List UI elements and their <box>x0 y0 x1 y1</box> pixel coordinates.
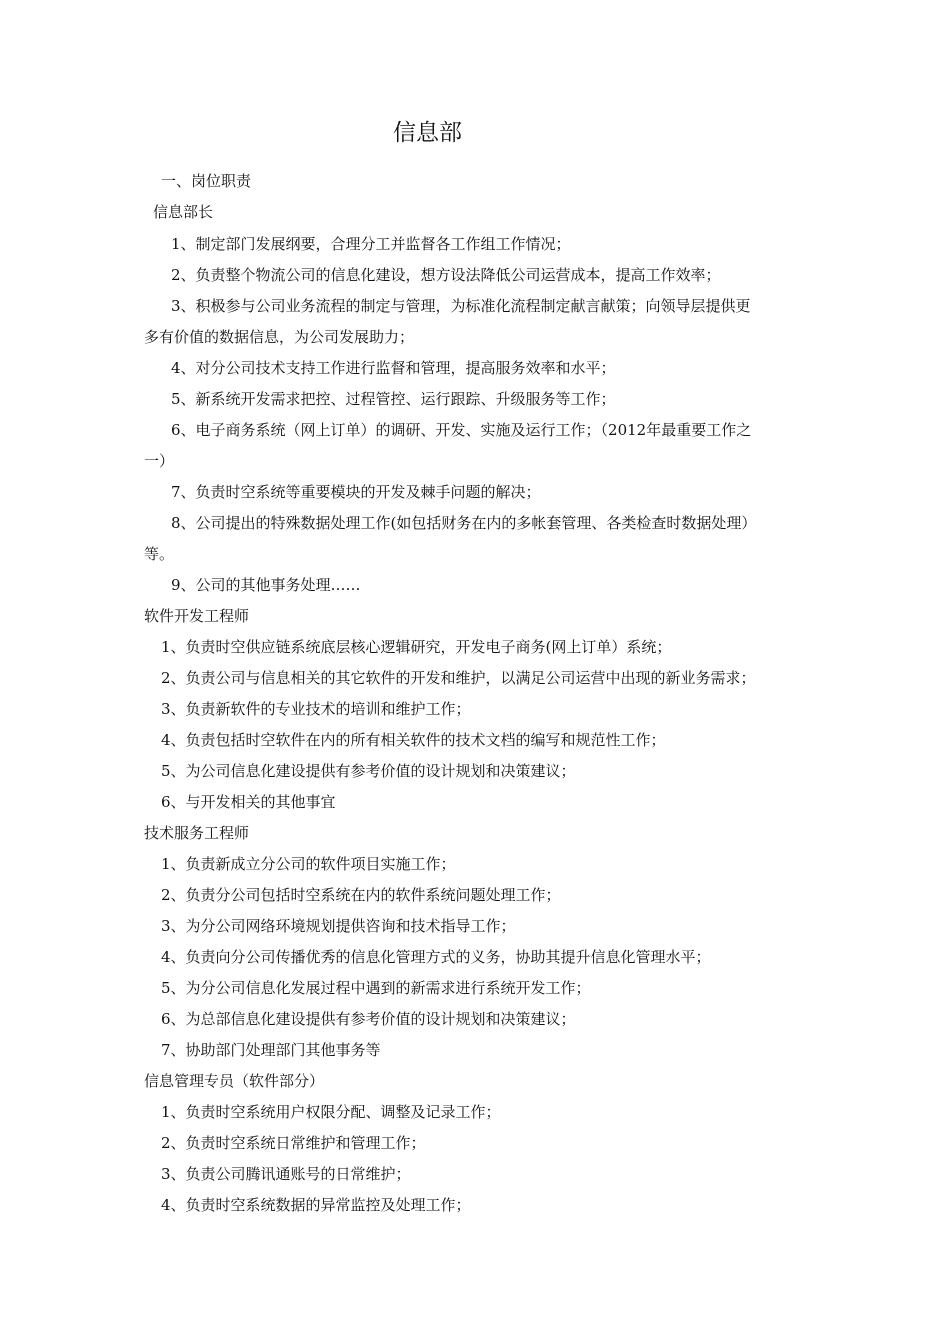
section-heading: 一、岗位职责 <box>161 172 252 190</box>
paragraph-line: 5、为分公司信息化发展过程中遇到的新需求进行系统开发工作； <box>161 979 591 997</box>
paragraph-line: 3、积极参与公司业务流程的制定与管理，为标准化流程制定献言献策；向领导层提供更 <box>171 297 751 315</box>
paragraph-line: 9、公司的其他事务处理…… <box>171 576 361 594</box>
paragraph-line: 4、对分公司技术支持工作进行监督和管理，提高服务效率和水平； <box>171 359 616 377</box>
paragraph-line: 7、协助部门处理部门其他事务等 <box>161 1041 381 1059</box>
paragraph-line: 2、负责时空系统日常维护和管理工作； <box>161 1134 426 1152</box>
document-title: 信息部 <box>393 120 462 146</box>
paragraph-line: 3、为分公司网络环境规划提供咨询和技术指导工作； <box>161 917 516 935</box>
role-heading: 信息部长 <box>153 203 214 221</box>
paragraph-line: 5、新系统开发需求把控、过程管控、运行跟踪、升级服务等工作； <box>171 390 616 408</box>
paragraph-line: 8、公司提出的特殊数据处理工作(如包括财务在内的多帐套管理、各类检查时数据处理） <box>171 514 757 532</box>
paragraph-line: 7、负责时空系统等重要模块的开发及棘手问题的解决； <box>171 483 541 501</box>
paragraph-line: 等。 <box>144 545 175 563</box>
paragraph-line: 4、负责时空系统数据的异常监控及处理工作； <box>161 1196 471 1214</box>
paragraph-line: 1、负责时空供应链系统底层核心逻辑研究，开发电子商务(网上订单）系统； <box>161 638 672 656</box>
paragraph-line: 2、负责整个物流公司的信息化建设，想方设法降低公司运营成本，提高工作效率； <box>171 266 721 284</box>
paragraph-line: 多有价值的数据信息，为公司发展助力； <box>144 328 415 346</box>
role-heading: 技术服务工程师 <box>144 824 250 842</box>
paragraph-line: 3、负责新软件的专业技术的培训和维护工作； <box>161 700 471 718</box>
paragraph-line: 2、负责公司与信息相关的其它软件的开发和维护，以满足公司运营中出现的新业务需求； <box>161 669 756 687</box>
paragraph-line: 1、负责时空系统用户权限分配、调整及记录工作； <box>161 1103 501 1121</box>
paragraph-line: 6、电子商务系统（网上订单）的调研、开发、实施及运行工作；（2012年最重要工作之 <box>171 421 752 439</box>
paragraph-line: 4、负责向分公司传播优秀的信息化管理方式的义务，协助其提升信息化管理水平； <box>161 948 711 966</box>
paragraph-line: 2、负责分公司包括时空系统在内的软件系统问题处理工作； <box>161 886 561 904</box>
paragraph-line: 6、与开发相关的其他事宜 <box>161 793 336 811</box>
paragraph-line: 6、为总部信息化建设提供有参考价值的设计规划和决策建议； <box>161 1010 576 1028</box>
paragraph-line: 3、负责公司腾讯通账号的日常维护； <box>161 1165 411 1183</box>
paragraph-line: 一） <box>144 452 175 470</box>
role-heading: 信息管理专员（软件部分） <box>144 1072 325 1090</box>
paragraph-line: 1、负责新成立分公司的软件项目实施工作； <box>161 855 456 873</box>
paragraph-line: 5、为公司信息化建设提供有参考价值的设计规划和决策建议； <box>161 762 576 780</box>
paragraph-line: 4、负责包括时空软件在内的所有相关软件的技术文档的编写和规范性工作； <box>161 731 666 749</box>
paragraph-line: 1、制定部门发展纲要，合理分工并监督各工作组工作情况； <box>171 235 571 253</box>
role-heading: 软件开发工程师 <box>144 607 250 625</box>
